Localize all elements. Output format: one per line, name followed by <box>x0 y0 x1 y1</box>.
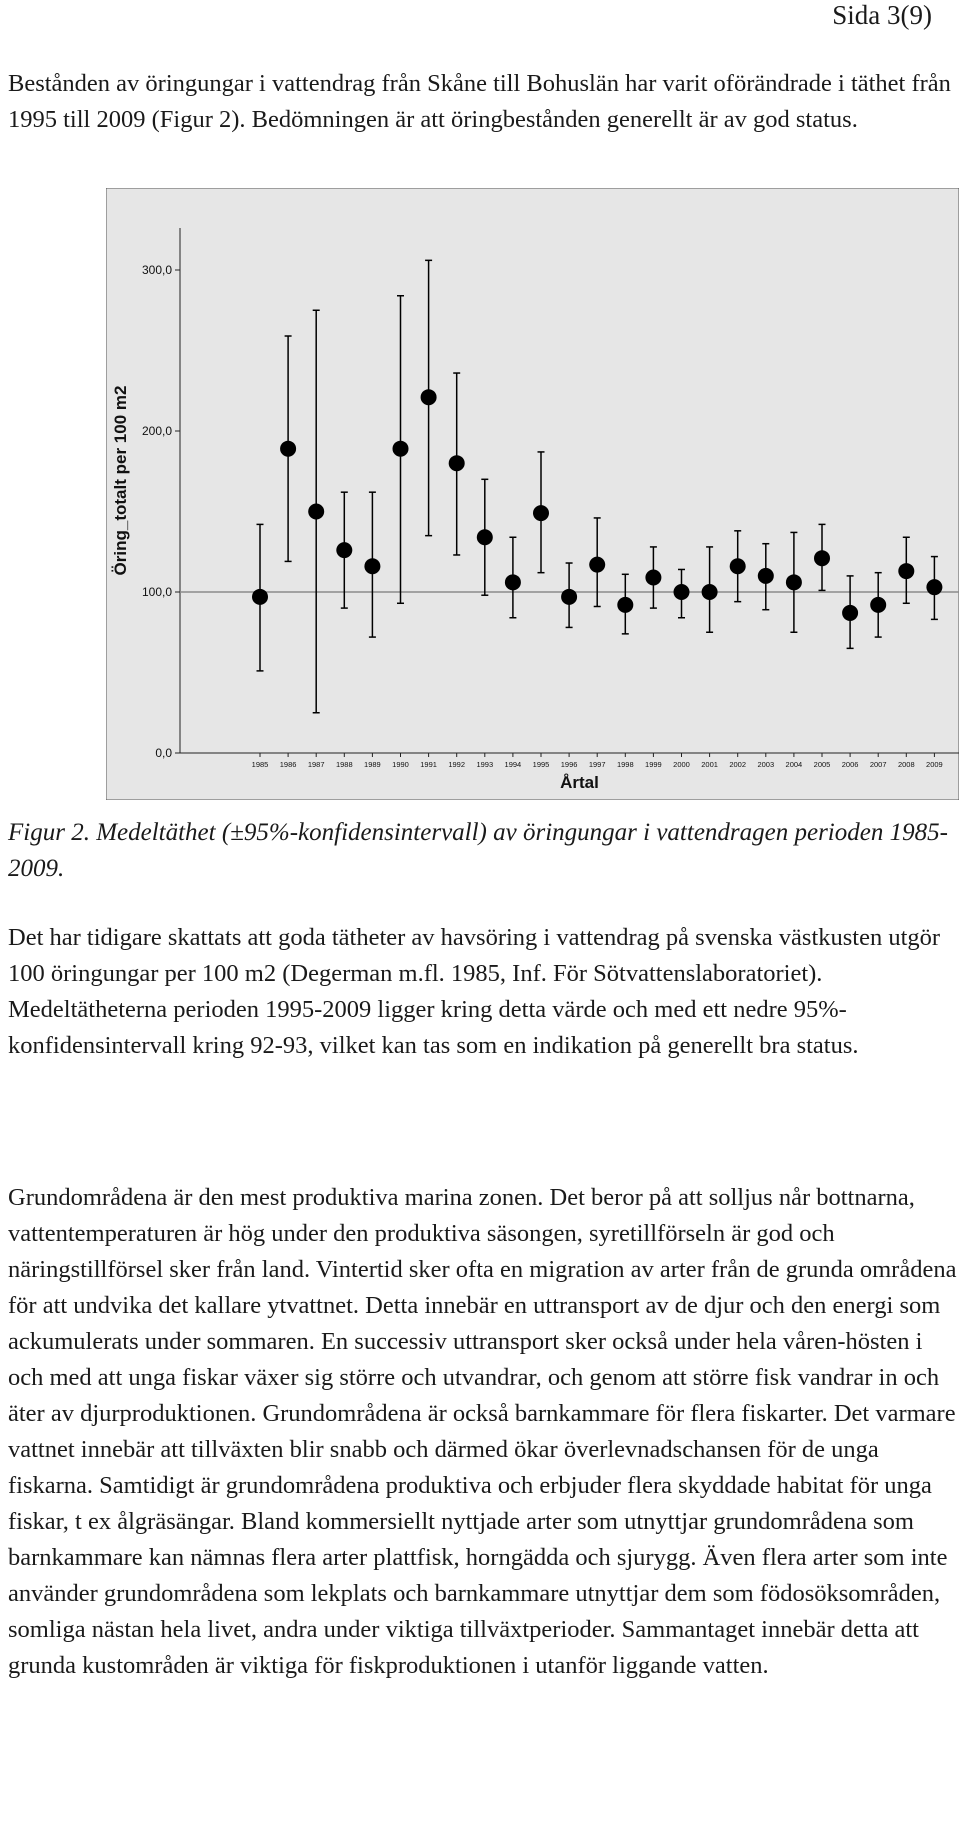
x-tick-label: 1992 <box>448 760 466 769</box>
mean-point <box>842 605 858 621</box>
x-tick-label: 2006 <box>841 760 859 769</box>
chart-background <box>106 188 959 800</box>
x-tick-label: 2007 <box>869 760 887 769</box>
paragraph-shallow-areas: Grundområdena är den mest produktiva marina zonen. Det beror på att solljus når bottnarna, vattentemperaturen är hög under den produktiva säsongen, syretillförseln är god och näringstillförsel sker från land. Vintertid sker ofta en migration av arter från de grunda områdena för att undvika det kallare ytvattnet. Detta innebär en uttransport av de djur och den energi som ackumulerats under sommaren. En successiv uttransport sker också under hela våren-hösten i och med att unga fiskar växer sig större och utvandrar, och genom att större fisk vandrar in och äter av djurproduktionen. Grundområdena är också barnkammare för flera fiskarter. Det varmare vattnet innebär att tillväxten blir snabb och därmed ökar överlevnadschansen för de unga fiskarna. Samtidigt är grundområdena produktiva och erbjuder flera skyddade habitat för unga fiskar, t ex ålgräsängar. Bland kommersiellt nyttjade arter som utnyttjar grundområdena som barnkammare kan nämnas flera arter plattfisk, horngädda och sjurygg. Även flera arter som inte använder grundområdena som lekplats och barnkammare utnyttjar dem som födosöksområden, somliga nästan hela livet, andra under viktiga tillväxtperioder. Sammantaget innebär detta att grunda kustområden är viktiga för fiskproduktionen i utanför liggande vatten. <box>8 1184 957 1679</box>
x-tick-label: 2009 <box>926 760 943 769</box>
mean-point <box>674 584 690 600</box>
x-tick-label: 1993 <box>476 760 494 769</box>
mean-point <box>870 597 886 613</box>
mean-point <box>561 589 577 605</box>
mean-point <box>421 389 437 405</box>
x-tick-label: 1988 <box>335 760 353 769</box>
mean-point <box>645 570 661 586</box>
paragraph-reference-density: Det har tidigare skattats att goda tätheter av havsöring i vattendrag på svenska västkusten utgör 100 öringungar per 100 m2 (Degerman m.fl. 1985, Inf. För Sötvattenslaboratoriet). Medeltätheterna perioden 1995-2009 ligger kring detta värde och med ett nedre 95%-konfidensintervall kring 92-93, vilket kan tas som en indikation på generellt bra status. <box>8 924 941 1059</box>
chart-svg <box>106 188 959 800</box>
mean-point <box>730 558 746 574</box>
mean-point <box>505 574 521 590</box>
mean-point <box>589 557 605 573</box>
x-tick-label: 1986 <box>279 760 297 769</box>
y-tick-label: 200,0 <box>141 424 172 438</box>
x-tick-label: 1990 <box>392 760 409 769</box>
mean-point <box>252 589 268 605</box>
page-number: Sida 3(9) <box>832 0 932 30</box>
mean-point <box>758 568 774 584</box>
x-tick-label: 1996 <box>560 760 578 769</box>
figure-caption: Figur 2. Medeltäthet (±95%-konfidensintervall) av öringungar i vattendragen perioden 1985-2009. <box>8 819 948 882</box>
x-tick-label: 1998 <box>616 760 634 769</box>
y-tick-label: 0,0 <box>155 746 172 760</box>
x-tick-label: 2001 <box>701 760 718 769</box>
mean-point <box>814 550 830 566</box>
x-tick-label: 2003 <box>757 760 775 769</box>
x-tick-label: 2002 <box>729 760 747 769</box>
x-tick-label: 1989 <box>364 760 381 769</box>
paragraph-intro: Bestånden av öringungar i vattendrag från Skåne till Bohuslän har varit oförändrade i täthet från 1995 till 2009 (Figur 2). Bedömningen är att öringbestånden generellt är av god status. <box>8 70 951 133</box>
mean-point <box>393 441 409 457</box>
mean-point <box>477 529 493 545</box>
x-tick-label: 2000 <box>673 760 690 769</box>
mean-point <box>364 558 380 574</box>
x-tick-label: 1997 <box>588 760 606 769</box>
y-tick-label: 100,0 <box>141 585 172 599</box>
x-tick-label: 1987 <box>307 760 325 769</box>
mean-point <box>336 542 352 558</box>
x-tick-label: 1995 <box>532 760 550 769</box>
mean-point <box>898 563 914 579</box>
mean-point <box>308 504 324 520</box>
mean-point <box>280 441 296 457</box>
mean-point <box>449 455 465 471</box>
y-tick-label: 300,0 <box>141 263 172 277</box>
x-tick-label: 1991 <box>420 760 437 769</box>
x-tick-label: 2008 <box>897 760 915 769</box>
x-tick-label: 1994 <box>504 760 522 769</box>
mean-point <box>702 584 718 600</box>
x-tick-label: 1999 <box>645 760 662 769</box>
mean-point <box>533 505 549 521</box>
x-axis-title: Årtal <box>560 773 599 792</box>
x-tick-label: 2005 <box>813 760 831 769</box>
x-tick-label: 2004 <box>785 760 803 769</box>
mean-point <box>926 579 942 595</box>
mean-point <box>786 574 802 590</box>
x-tick-label: 1985 <box>251 760 269 769</box>
mean-point <box>617 597 633 613</box>
figure-2-chart <box>106 188 959 800</box>
y-axis-title: Öring_totalt per 100 m2 <box>111 385 130 576</box>
